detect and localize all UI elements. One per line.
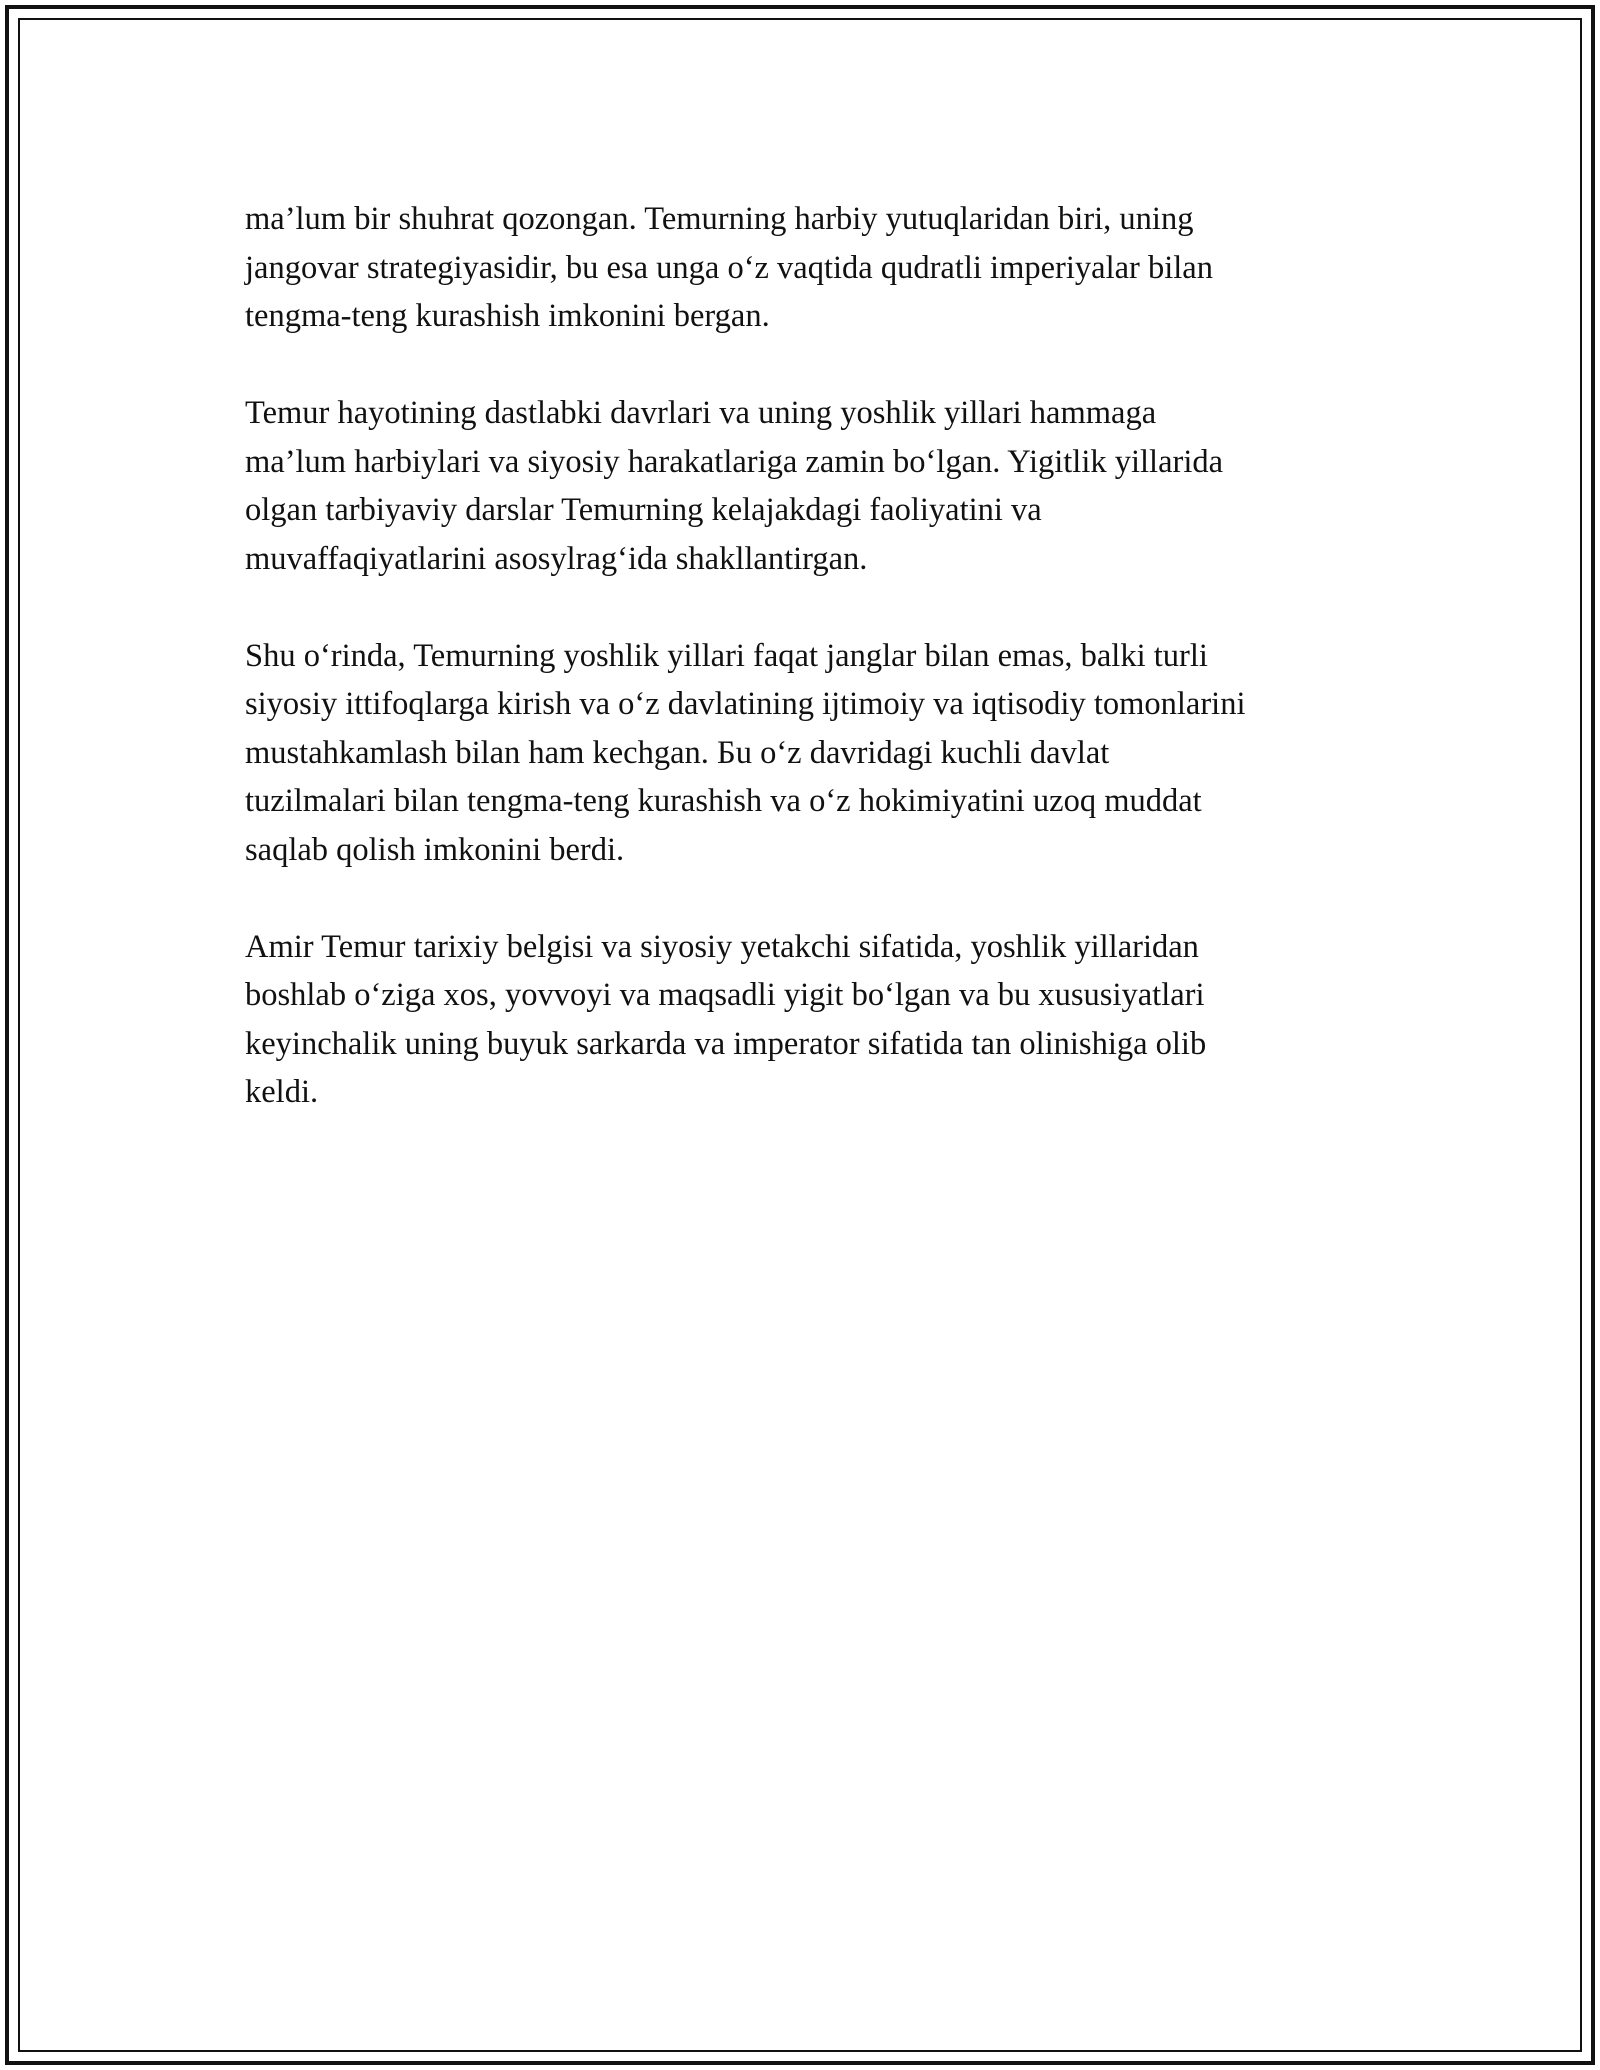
text-line: Shu o‘rinda, Temurning yoshlik yillari faqat janglar bilan emas, balki turli	[245, 637, 1208, 674]
paragraph-3	[245, 632, 1395, 875]
text-line: Amir Temur tarixiy belgisi va siyosiy yetakchi sifatida, yoshlik yillaridan	[245, 928, 1199, 965]
text-line: mustahkamlash bilan ham kechgan. Бu o‘z davridagi kuchli davlat	[245, 734, 1110, 771]
text-line: tengma-teng kurashish imkonini bergan.	[245, 298, 770, 334]
text-line: ma’lum bir shuhrat qozongan. Temurning harbiy yutuqlaridan biri, uning	[245, 201, 1194, 237]
text-line: jangovar strategiyasidir, bu esa unga o‘z vaqtida qudratli imperiyalar bilan	[245, 249, 1213, 286]
text-line: muvaffaqiyatlarini asosylrag‘ida shakllantirgan.	[245, 540, 868, 577]
paragraph-1	[245, 195, 1395, 341]
paragraph-2	[245, 389, 1395, 583]
page-frame	[5, 5, 1595, 2065]
text-line: siyosiy ittifoqlarga kirish va o‘z davlatining ijtimoiy va iqtisodiy tomonlarini	[245, 686, 1246, 722]
text-line: keldi.	[245, 1074, 319, 1110]
text-line: Temur hayotining dastlabki davrlari va uning yoshlik yillari hammaga	[245, 395, 1157, 431]
paragraph-4	[245, 923, 1395, 1117]
text-line: ma’lum harbiylari va siyosiy harakatlariga zamin bo‘lgan. Yigitlik yillarida	[245, 443, 1224, 480]
document-body	[245, 195, 1395, 1117]
text-line: tuzilmalari bilan tengma-teng kurashish va o‘z hokimiyatini uzoq muddat	[245, 783, 1202, 819]
text-line: olgan tarbiyaviy darslar Temurning kelajakdagi faoliyatini va	[245, 492, 1042, 528]
text-line: saqlab qolish imkonini berdi.	[245, 831, 625, 868]
text-line: boshlab o‘ziga xos, yovvoyi va maqsadli yigit bo‘lgan va bu xususiyatlari	[245, 977, 1205, 1013]
text-line: keyinchalik uning buyuk sarkarda va imperator sifatida tan olinishiga olib	[245, 1025, 1207, 1062]
